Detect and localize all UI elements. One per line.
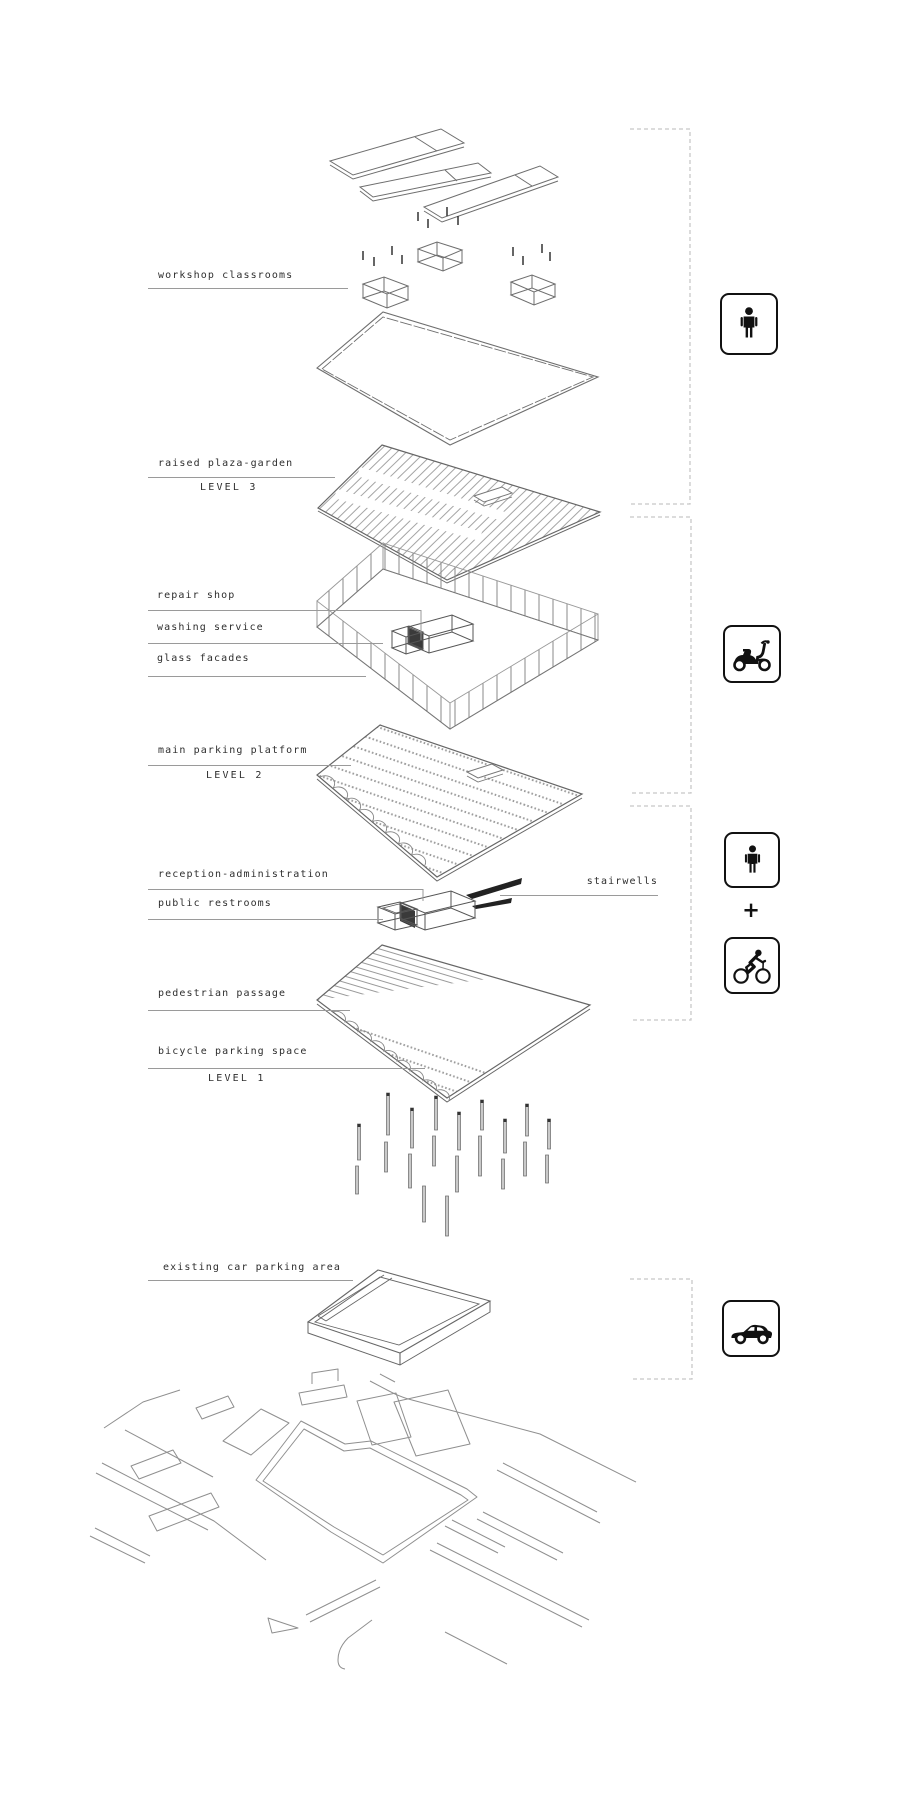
label-public-restrooms: public restrooms — [158, 898, 272, 909]
scooter-icon — [723, 625, 781, 683]
leader-bicycle-parking-space — [148, 1068, 425, 1069]
label-existing-car-parking-area: existing car parking area — [163, 1262, 342, 1273]
label-pedestrian-passage: pedestrian passage — [158, 988, 287, 999]
bicycle-icon — [724, 937, 780, 994]
parking-platform-layer — [317, 725, 582, 881]
roof-frame-layer — [317, 312, 598, 445]
label-level-1: LEVEL 1 — [208, 1073, 266, 1084]
leader-existing-car-parking-area — [148, 1280, 353, 1281]
label-level-2: LEVEL 2 — [206, 770, 264, 781]
label-reception-administration: reception-administration — [158, 869, 329, 880]
label-workshop-classrooms: workshop classrooms — [158, 270, 294, 281]
bracket-level2 — [630, 517, 691, 793]
label-repair-shop: repair shop — [157, 590, 236, 601]
bracket-level3 — [630, 129, 690, 504]
leader-stairwells — [500, 895, 658, 896]
car-icon — [722, 1300, 780, 1357]
leader-workshop-classrooms — [148, 288, 348, 289]
glass-facade-layer — [317, 543, 598, 729]
existing-parking-slab — [308, 1270, 490, 1365]
leader-main-parking-platform — [148, 765, 351, 766]
label-bicycle-parking-space: bicycle parking space — [158, 1046, 308, 1057]
bracket-level1 — [630, 806, 691, 1020]
leader-reception-administration — [148, 889, 423, 890]
plaza-garden-layer — [318, 445, 600, 583]
hanger-ticks — [363, 207, 550, 266]
roof-strips — [330, 129, 558, 222]
pedestrian-icon — [720, 293, 778, 355]
scooter-pictogram — [730, 634, 774, 674]
cyclist-pictogram — [731, 946, 773, 986]
label-raised-plaza-garden: raised plaza-garden — [158, 458, 294, 469]
leader-washing-service — [148, 643, 383, 644]
label-washing-service: washing service — [157, 622, 264, 633]
leader-repair-shop — [148, 610, 421, 611]
label-level-3: LEVEL 3 — [200, 482, 258, 493]
man-pictogram — [739, 842, 766, 879]
plus-sign: + — [742, 898, 760, 922]
car-pictogram — [728, 1311, 774, 1347]
repair-washing-box — [392, 615, 473, 654]
reception-box — [378, 891, 475, 930]
label-glass-facades: glass facades — [157, 653, 250, 664]
pedestrian-icon — [724, 832, 780, 888]
leader-raised-plaza-garden — [148, 477, 335, 478]
leader-glass-facades — [148, 676, 366, 677]
level1-layer — [317, 945, 590, 1102]
label-stairwells: stairwells — [586, 876, 658, 887]
bracket-existing-parking — [630, 1279, 692, 1379]
site-plan — [90, 1369, 636, 1669]
columns — [356, 1093, 551, 1236]
man-pictogram — [734, 304, 764, 344]
leader-pedestrian-passage — [148, 1010, 350, 1011]
leader-public-restrooms — [148, 919, 383, 920]
label-main-parking-platform: main parking platform — [158, 745, 308, 756]
